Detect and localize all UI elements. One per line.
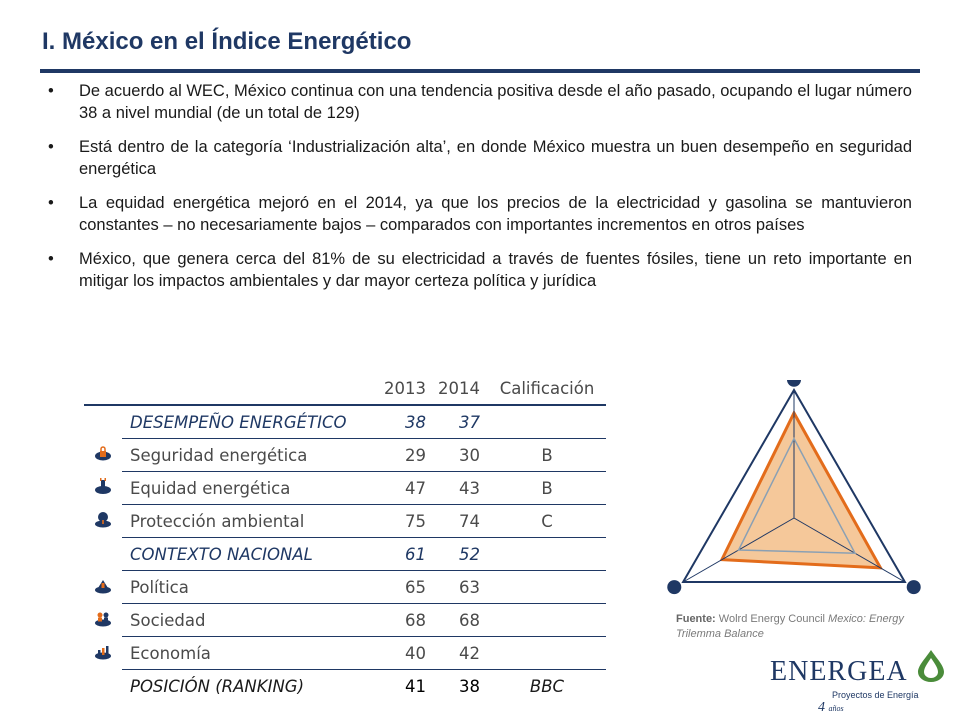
bullet-marker: • bbox=[48, 138, 54, 156]
row-2013: 65 bbox=[380, 571, 434, 604]
row-2014: 30 bbox=[434, 439, 488, 472]
logo-subtitle: Proyectos de Energía bbox=[832, 690, 919, 700]
bullet-item bbox=[48, 192, 912, 236]
header-2013: 2013 bbox=[380, 372, 434, 405]
header-2014: 2014 bbox=[434, 372, 488, 405]
row-2014: 42 bbox=[434, 637, 488, 670]
radar-tree-icon bbox=[667, 580, 681, 594]
bullet-marker: • bbox=[48, 194, 54, 212]
row-label: POSICIÓN (RANKING) bbox=[130, 676, 305, 696]
table-row bbox=[84, 637, 606, 670]
row-2013: 38 bbox=[380, 405, 434, 439]
row-2014: 38 bbox=[459, 676, 480, 696]
row-2014: 63 bbox=[434, 571, 488, 604]
title-divider bbox=[40, 69, 920, 73]
trilemma-radar-chart bbox=[644, 380, 944, 610]
row-label: DESEMPEÑO ENERGÉTICO bbox=[122, 405, 380, 439]
logo-years-label: años bbox=[828, 704, 844, 713]
radar-series-2014 bbox=[722, 413, 881, 568]
radar-lock-icon bbox=[787, 380, 801, 387]
bullet-marker: • bbox=[48, 250, 54, 268]
row-2013: 40 bbox=[380, 637, 434, 670]
row-grade: C bbox=[488, 505, 606, 538]
row-grade bbox=[488, 637, 606, 670]
bullet-item bbox=[48, 136, 912, 180]
row-grade: B bbox=[488, 472, 606, 505]
source-label: Fuente: bbox=[676, 613, 716, 625]
row-2013: 29 bbox=[380, 439, 434, 472]
bullet-text: La equidad energética mejoró en el 2014, ya que los precios de la electricidad y gasolina se mantuvieron constantes – no necesariamente bajos – comparados con importantes incrementos en otros países bbox=[79, 194, 912, 234]
source-text: Wolrd Energy Council bbox=[718, 613, 825, 625]
row-label: Seguridad energética bbox=[122, 439, 380, 472]
radar-plug-icon bbox=[907, 580, 921, 594]
energy-index-table-panel bbox=[84, 372, 636, 702]
row-grade bbox=[488, 405, 606, 439]
row-label: CONTEXTO NACIONAL bbox=[122, 538, 380, 571]
row-label: Protección ambiental bbox=[122, 505, 380, 538]
logo-drop-icon bbox=[916, 648, 946, 682]
table-row bbox=[84, 472, 606, 505]
tree-icon bbox=[84, 505, 122, 538]
row-2014: 68 bbox=[434, 604, 488, 637]
table-header-row bbox=[84, 372, 606, 405]
table-row bbox=[84, 538, 606, 571]
row-label: Política bbox=[122, 571, 380, 604]
row-label: Economía bbox=[122, 637, 380, 670]
table-row bbox=[84, 405, 606, 439]
row-label: Sociedad bbox=[122, 604, 380, 637]
row-2013: 41 bbox=[405, 676, 426, 696]
bar-chart-icon bbox=[84, 637, 122, 670]
row-grade bbox=[488, 571, 606, 604]
row-grade bbox=[488, 604, 606, 637]
bullet-text: De acuerdo al WEC, México continua con una tendencia positiva desde el año pasado, ocupando el lugar número 38 a nivel mundial (de un total de 129) bbox=[79, 82, 912, 122]
table-row bbox=[84, 439, 606, 472]
logo-years bbox=[818, 700, 844, 716]
row-grade bbox=[488, 538, 606, 571]
row-label: Equidad energética bbox=[122, 472, 380, 505]
table-row bbox=[84, 571, 606, 604]
bullet-text: México, que genera cerca del 81% de su electricidad a través de fuentes fósiles, tiene un reto importante en mitigar los impactos ambientales y dar mayor certeza política y jurídica bbox=[79, 250, 912, 290]
row-2013: 68 bbox=[380, 604, 434, 637]
table-row bbox=[84, 604, 606, 637]
row-2013: 47 bbox=[380, 472, 434, 505]
row-2014: 52 bbox=[434, 538, 488, 571]
energea-logo bbox=[770, 648, 950, 718]
row-2014: 37 bbox=[434, 405, 488, 439]
bullet-marker: • bbox=[48, 82, 54, 100]
building-icon bbox=[84, 571, 122, 604]
energy-index-table bbox=[84, 372, 606, 702]
logo-wordmark: ENERGEA bbox=[770, 656, 908, 687]
source-note bbox=[676, 612, 938, 642]
bullet-item bbox=[48, 80, 912, 124]
bullet-item bbox=[48, 248, 912, 292]
row-2014: 74 bbox=[434, 505, 488, 538]
plug-icon bbox=[84, 472, 122, 505]
bullet-list bbox=[48, 80, 912, 304]
people-icon bbox=[84, 604, 122, 637]
row-grade: B bbox=[488, 439, 606, 472]
table-row bbox=[84, 505, 606, 538]
row-2013: 75 bbox=[380, 505, 434, 538]
header-grade: Calificación bbox=[488, 372, 606, 405]
source-italic: Mexico: Energy Trilemma Balance bbox=[676, 613, 904, 640]
row-2013: 61 bbox=[380, 538, 434, 571]
row-2014: 43 bbox=[434, 472, 488, 505]
page-title: I. México en el Índice Energético bbox=[42, 28, 412, 55]
lock-icon bbox=[84, 439, 122, 472]
row-grade: BBC bbox=[529, 676, 565, 696]
bullet-text: Está dentro de la categoría ‘Industrialización alta’, en donde México muestra un buen desempeño en seguridad energética bbox=[79, 138, 912, 178]
table-row bbox=[84, 670, 606, 703]
logo-years-number: 4 bbox=[818, 700, 825, 715]
